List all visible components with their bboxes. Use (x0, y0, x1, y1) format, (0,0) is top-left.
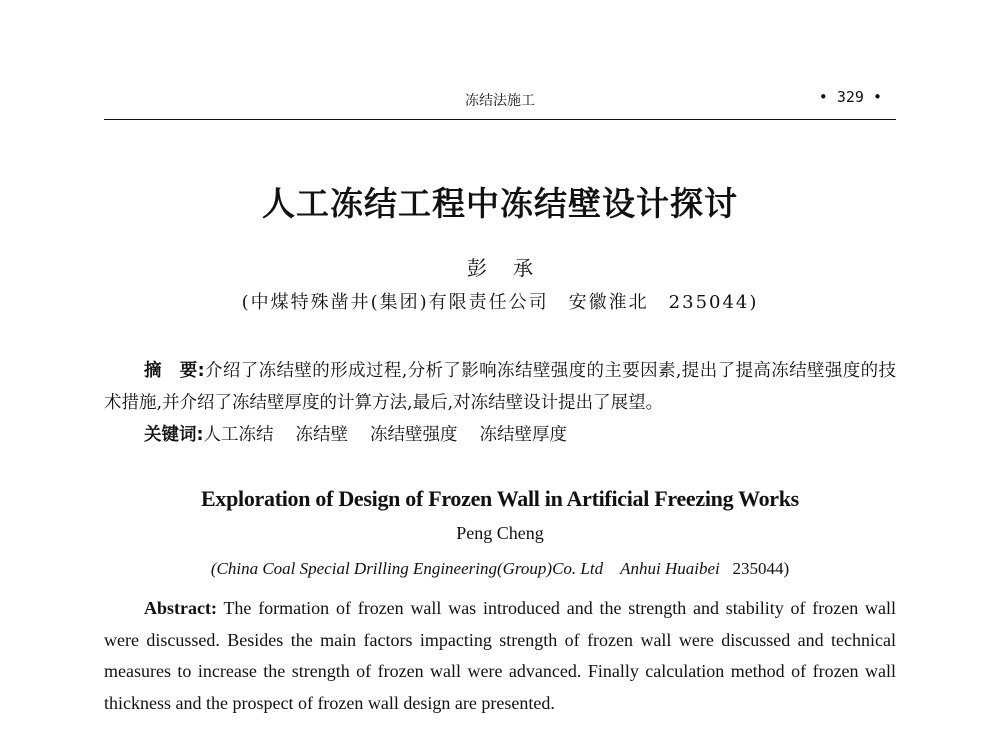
chinese-keywords (144, 423, 589, 447)
chinese-title: 人工冻结工程中冻结壁设计探讨 (262, 184, 738, 223)
english-affiliation-name: (China Coal Special Drilling Engineering(Group)Co. Ltd Anhui Huaibei (210, 559, 720, 578)
running-title: 冻结法施工 (465, 93, 535, 109)
english-affiliation (0, 554, 1000, 579)
header-rule (104, 119, 896, 120)
english-author: Peng Cheng (456, 523, 544, 543)
chinese-abstract (104, 355, 896, 419)
page-number: • 329 • (818, 88, 882, 106)
english-abstract (104, 593, 896, 719)
english-title: Exploration of Design of Frozen Wall in Artificial Freezing Works (201, 486, 799, 511)
english-affiliation-code: 235044) (732, 559, 790, 578)
chinese-keywords-label: 关键词: (144, 425, 204, 445)
chinese-author: 彭承 (467, 256, 559, 280)
keyword: 冻结壁强度 (370, 425, 458, 445)
keyword: 冻结壁 (295, 425, 348, 445)
chinese-abstract-text: 介绍了冻结壁的形成过程,分析了影响冻结壁强度的主要因素,提出了提高冻结壁强度的技术措施,并介绍了冻结壁厚度的计算方法,最后,对冻结壁设计提出了展望。 (104, 361, 896, 413)
chinese-affiliation: (中煤特殊凿井(集团)有限责任公司 安徽淮北 235044) (241, 292, 759, 313)
keyword: 冻结壁厚度 (479, 425, 567, 445)
running-header (104, 88, 896, 112)
english-abstract-text: The formation of frozen wall was introduced and the strength and stability of frozen wall were discussed. Besides the main factors impacting strength of frozen wall were discussed and technical measures to increase the strength of frozen wall were advanced. Finally calculation method of frozen wall thickness and the prospect of frozen wall design are presented. (104, 598, 896, 713)
chinese-abstract-label: 摘 要: (144, 361, 205, 381)
english-abstract-label: Abstract: (144, 598, 217, 618)
keyword: 人工冻结 (203, 425, 274, 445)
